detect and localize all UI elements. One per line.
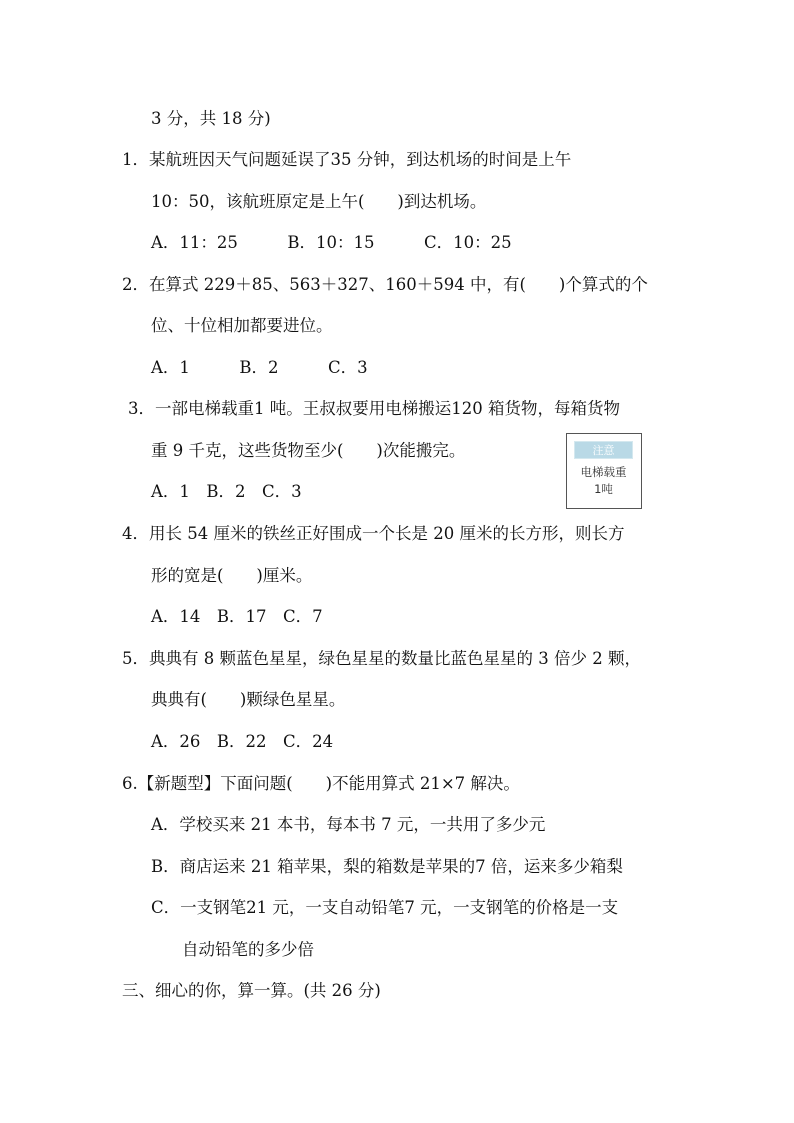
sign-body [567,464,640,498]
question-5-text: 5．典典有 8 颗蓝色星星，绿色星星的数量比蓝色星星的 3 倍少 2 颗， [122,649,641,668]
question-2-options: A．1 B．2 C．3 [151,358,368,377]
sign-line-1: 电梯载重 [580,465,627,479]
question-1-text: 1．某航班因天气问题延误了35 分钟，到达机场的时间是上午 [122,150,572,169]
question-3-options: A．1 B．2 C．3 [151,482,302,501]
question-4-text: 4．用长 54 厘米的铁丝正好围成一个长是 20 厘米的长方形，则长方 [122,524,625,543]
question-2-text-cont: 位、十位相加都要进位。 [151,316,333,335]
question-5-options: A．26 B．22 C．24 [151,732,334,751]
question-6-option-c-cont: 自动铅笔的多少倍 [182,940,314,959]
question-4-text-cont: 形的宽是( )厘米。 [151,566,313,585]
question-2-text: 2．在算式 229＋85、563＋327、160＋594 中，有( )个算式的个 [122,275,648,294]
question-3-text: 3．一部电梯载重1 吨。王叔叔要用电梯搬运120 箱货物，每箱货物 [128,399,620,418]
question-5-text-cont: 典典有( )颗绿色星星。 [151,690,346,709]
sign-line-2: 1吨 [594,482,613,496]
question-4-options: A．14 B．17 C．7 [151,607,323,626]
question-6-option-c: C．一支钢笔21 元，一支自动铅笔7 元，一支钢笔的价格是一支 [151,898,619,917]
section-three-header: 三、细心的你，算一算。(共 26 分) [122,981,381,1000]
section-two-header-tail: 3 分，共 18 分) [151,109,271,128]
question-6-text: 6.【新题型】下面问题( )不能用算式 21×7 解决。 [122,774,520,793]
question-1-text-cont: 10：50，该航班原定是上午( )到达机场。 [151,192,487,211]
question-3-text-cont: 重 9 千克，这些货物至少( )次能搬完。 [151,441,466,460]
question-6-option-b: B．商店运来 21 箱苹果，梨的箱数是苹果的7 倍，运来多少箱梨 [151,857,623,876]
elevator-notice-sign [566,433,642,509]
sign-header: 注意 [574,441,633,459]
question-1-options: A．11：25 B．10：15 C．10：25 [151,233,512,252]
question-6-option-a: A．学校买来 21 本书，每本书 7 元，一共用了多少元 [151,815,546,834]
